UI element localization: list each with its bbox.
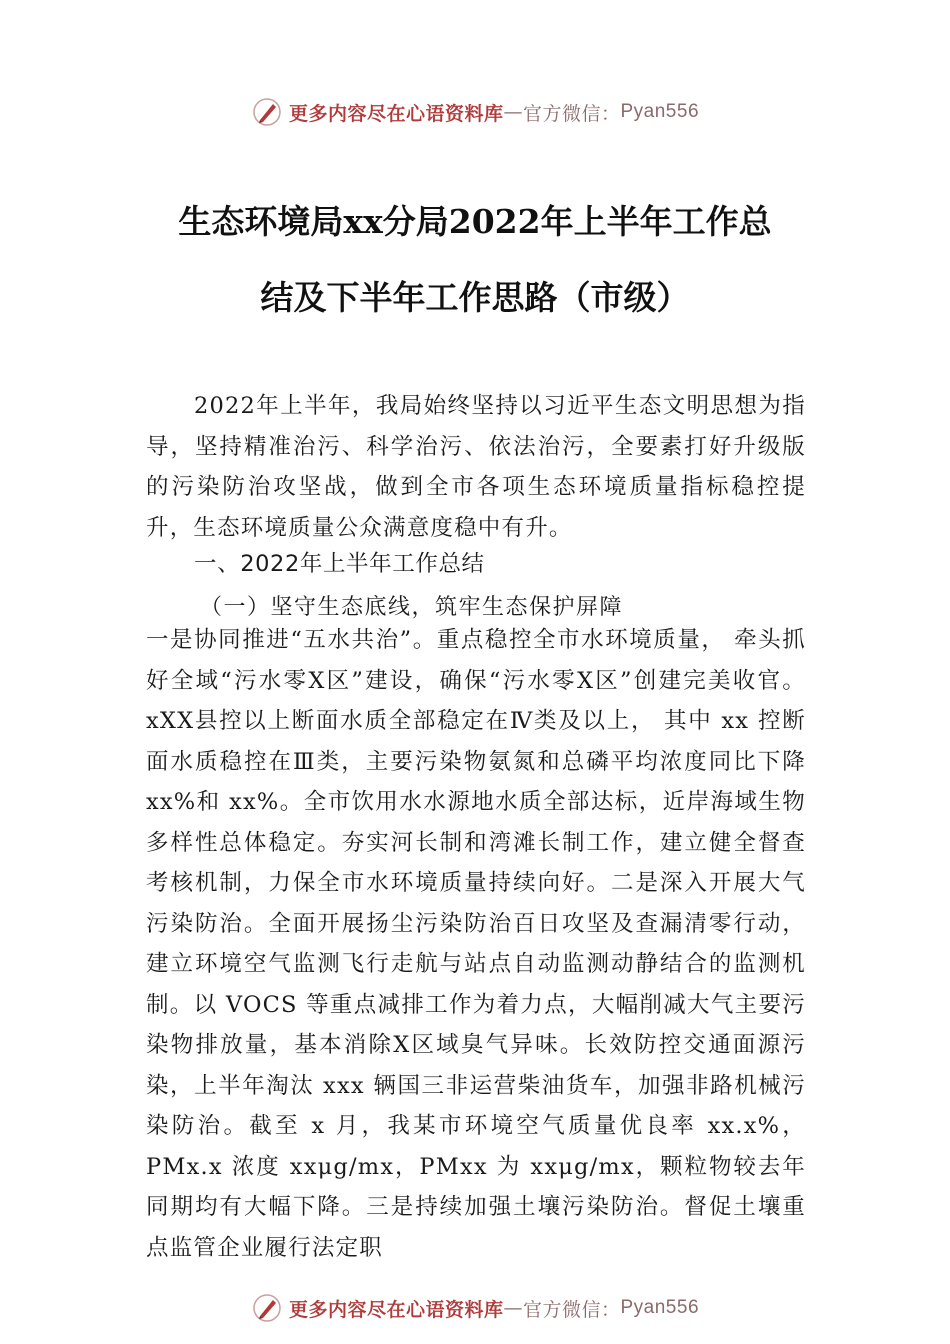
watermark-handle: Pyan556	[620, 101, 700, 122]
watermark-label: 官方微信：	[522, 1298, 621, 1321]
watermark-main-text: 更多内容尽在心语资料库	[288, 1298, 504, 1321]
intro-paragraph: 2022年上半年，我局始终坚持以习近平生态文明思想为指导，坚持精准治污、科学治污、依法治污，全要素打好升级版的污染防治攻坚战，做到全市各项生态环境质量指标稳控提升，生态环境质量公众满意度稳中有升。	[146, 393, 806, 541]
pen-logo-icon	[251, 1292, 283, 1324]
watermark-main-text: 更多内容尽在心语资料库	[288, 102, 504, 125]
document-title-line1: 生态环境局xx分局2022年上半年工作总	[178, 202, 772, 241]
document-title-line2: 结及下半年工作思路（市级）	[260, 278, 690, 317]
subsection-heading: （一）坚守生态底线，筑牢生态保护屏障	[200, 595, 624, 620]
subsection-body-paragraph: 一是协同推进“五水共治”。重点稳控全市水环境质量， 牵头抓好全域“污水零X区”建设，确保“污水零X区”创建完美收官。xXX县控以上断面水质全部稳定在Ⅳ类及以上， 其中 xx 控断面水质稳控在Ⅲ类，主要污染物氨氮和总磷平均浓度同比下降 xx%和 xx%。全市饮用水水源地水质全部达标，近岸海域生物多样性总体稳定。夯实河长制和湾滩长制工作，建立健全督查考核机制，力保全市水环境质量持续向好。二是深入开展大气污染防治。全面开展扬尘污染防治百日攻坚及查漏清零行动，建立环境空气监测飞行走航与站点自动监测动静结合的监测机制。以 VOCS 等重点减排工作为着力点，大幅削减大气主要污染物排放量，基本消除X区域臭气异味。长效防控交通面源污染，上半年淘汰 xxx 辆国三非运营柴油货车，加强非路机械污染防治。截至 x 月，我某市环境空气质量优良率 xx.x%，PMx.x 浓度 xxμg/mx，PMxx 为 xxμg/mx，颗粒物较去年同期均有大幅下降。三是持续加强土壤污染防治。督促土壤重点监管企业履行法定职	[146, 627, 806, 1261]
watermark-footer	[0, 1292, 950, 1324]
watermark-separator: —	[503, 101, 523, 123]
watermark-header	[0, 96, 950, 128]
pen-logo-icon	[251, 96, 283, 128]
section-heading: 一、2022年上半年工作总结	[194, 551, 485, 577]
watermark-handle: Pyan556	[620, 1297, 700, 1318]
watermark-separator: —	[503, 1297, 523, 1319]
watermark-label: 官方微信：	[522, 102, 621, 125]
